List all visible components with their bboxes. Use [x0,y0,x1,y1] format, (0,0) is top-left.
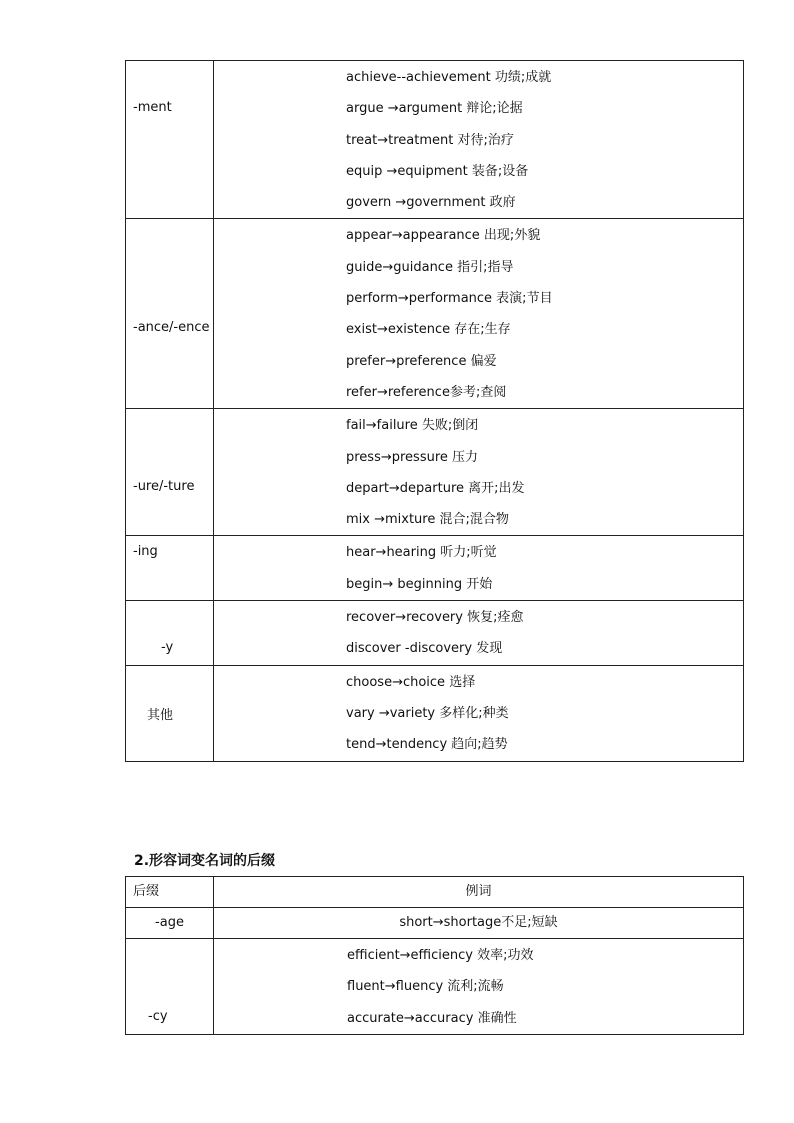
example-word: equip →equipment 装备;设备 [346,163,529,179]
table-row [126,409,744,536]
example-word: hear→hearing 听力;听觉 [346,545,497,561]
examples-cell [214,601,744,666]
suffix-cell [126,665,214,761]
header-examples-cell [214,877,744,908]
example-word: exist→existence 存在;生存 [346,322,511,338]
table-row [126,939,744,1035]
table-row [126,601,744,666]
example-word: mix →mixture 混合;混合物 [346,512,509,528]
suffix-cell [126,219,214,409]
suffix-label: -cy [148,1009,168,1024]
table-row [126,908,744,939]
examples-cell [214,61,744,219]
examples-cell [214,665,744,761]
examples-cell [214,939,744,1035]
example-word: fail→failure 失败;倒闭 [346,418,479,434]
examples-cell [214,219,744,409]
example-word: discover -discovery 发现 [346,641,503,657]
examples-cell [214,536,744,601]
example-word: treat→treatment 对待;治疗 [346,132,514,148]
suffix-cell [126,939,214,1035]
suffix-label: -ance/-ence [133,320,210,336]
example-word: begin→ beginning 开始 [346,576,493,592]
example-word: choose→choice 选择 [346,674,476,690]
noun-suffix-table-adjectives [125,876,744,1035]
example-word: perform→performance 表演;节目 [346,291,553,307]
example-word: argue →argument 辩论;论据 [346,101,523,117]
example-word: short→shortage不足;短缺 [399,915,558,930]
table-row [126,536,744,601]
suffix-label: 其他 [147,707,174,723]
example-word: tend→tendency 趋向;趋势 [346,737,508,753]
table-row [126,61,744,219]
example-word: fluent→fluency 流利;流畅 [347,979,504,995]
header-suffix-cell [126,877,214,908]
examples-cell [214,908,744,939]
example-word: appear→appearance 出现;外貌 [346,228,541,244]
example-word: depart→departure 离开;出发 [346,480,525,496]
suffix-cell [126,409,214,536]
example-word: govern →government 政府 [346,195,516,211]
examples-cell [214,409,744,536]
table-row [126,219,744,409]
header-examples-label: 例词 [465,884,492,899]
suffix-cell [126,536,214,601]
example-word: guide→guidance 指引;指导 [346,259,514,275]
section-heading: 2.形容词变名词的后缀 [134,853,276,869]
suffix-label: -ment [133,100,172,115]
header-suffix-label: 后缀 [133,884,160,899]
suffix-cell [126,908,214,939]
suffix-cell [126,61,214,219]
suffix-cell [126,601,214,666]
example-word: efficient→efficiency 效率;功效 [347,948,534,963]
example-word: refer→reference参考;查阅 [346,384,507,400]
example-word: recover→recovery 恢复;痊愈 [346,610,524,626]
suffix-label: -age [155,915,184,930]
example-word: vary →variety 多样化;种类 [346,705,509,721]
table-header-row [126,877,744,908]
noun-suffix-table-verbs [125,60,744,762]
example-word: accurate→accuracy 准确性 [347,1010,517,1026]
example-word: press→pressure 压力 [346,449,479,465]
suffix-label: -y [161,640,174,656]
suffix-label: -ure/-ture [133,479,195,495]
suffix-label: -ing [133,544,158,560]
example-word: achieve--achievement 功绩;成就 [346,70,552,85]
table-row [126,665,744,761]
example-word: prefer→preference 偏爱 [346,353,497,369]
